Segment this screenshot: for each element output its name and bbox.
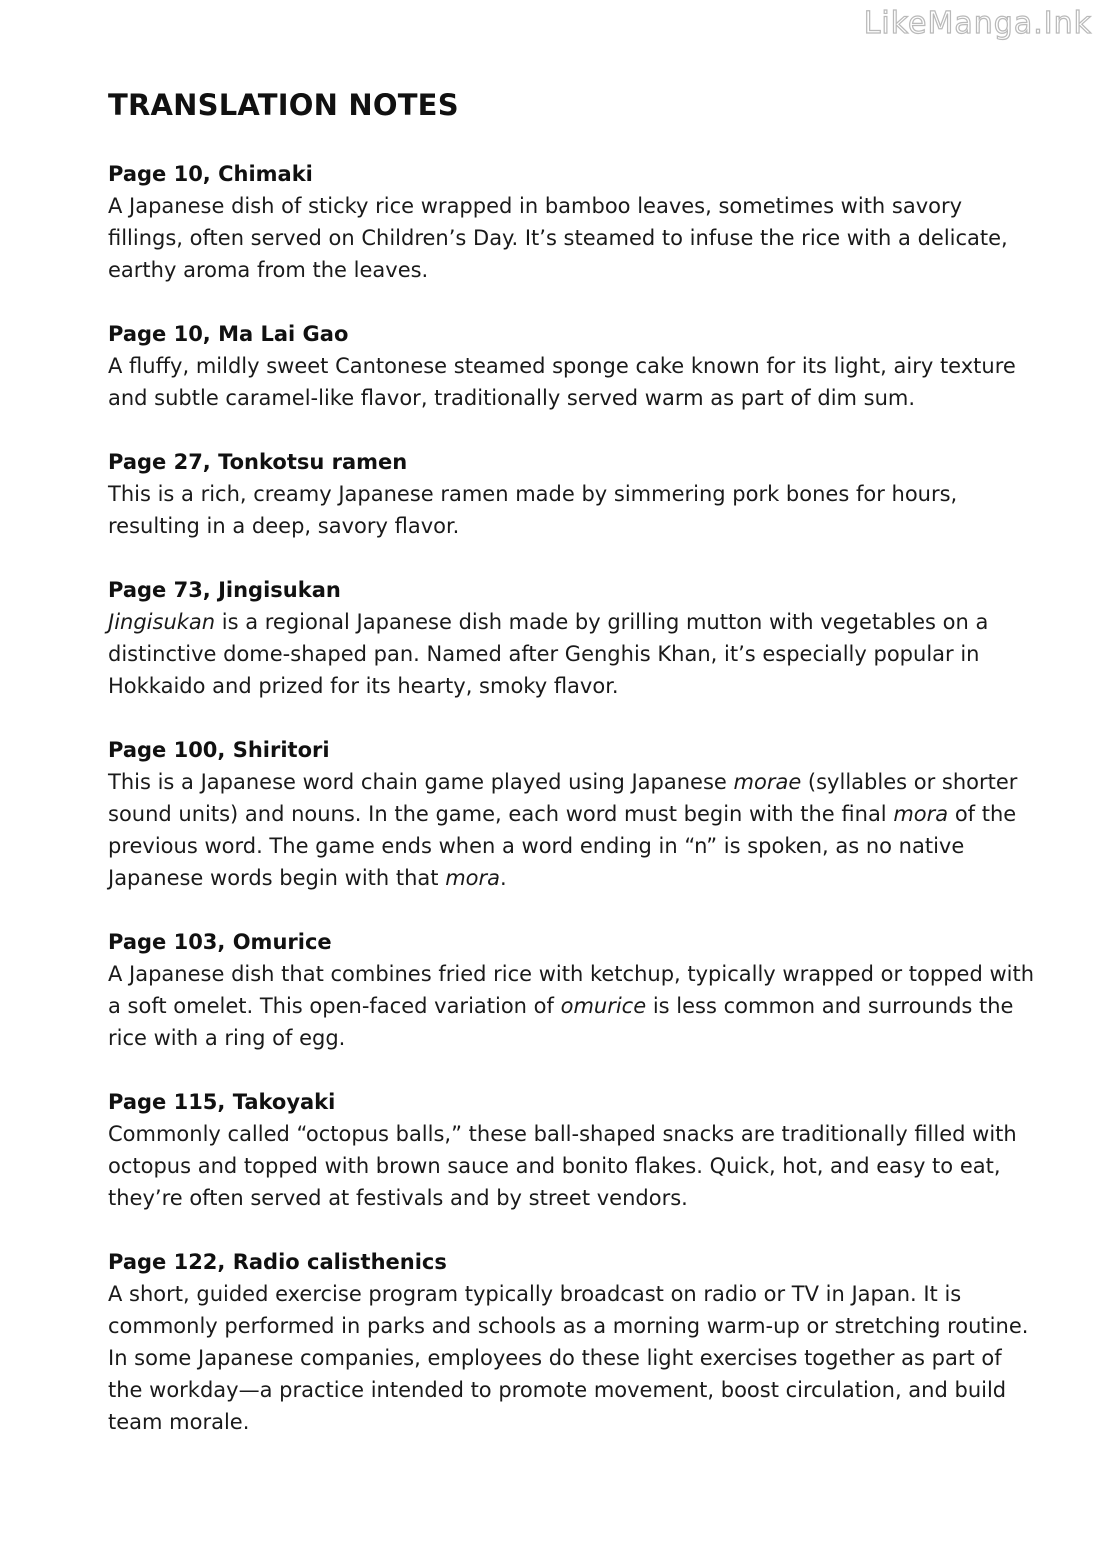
note-entry <box>108 158 1038 286</box>
note-heading: Page 100, Shiritori <box>108 738 330 762</box>
note-text: A Japanese dish that combines fried rice with ketchup, typically wrapped or topped with a soft omelet. This open-faced variation of <box>108 962 1035 1018</box>
note-heading: Page 122, Radio calisthenics <box>108 1250 447 1274</box>
note-body <box>108 766 1038 894</box>
note-entry <box>108 1086 1038 1214</box>
note-body <box>108 606 1038 702</box>
note-text: . <box>500 866 507 890</box>
note-body <box>108 190 1038 286</box>
site-watermark: LikeManga.Ink <box>863 6 1092 41</box>
note-heading: Page 27, Tonkotsu ramen <box>108 450 408 474</box>
note-entry <box>108 574 1038 702</box>
note-text: is less common and surrounds the rice with a ring of egg. <box>108 994 1014 1050</box>
note-body <box>108 1278 1038 1438</box>
note-italic-term: mora <box>445 866 501 890</box>
note-entry <box>108 1246 1038 1438</box>
note-heading: Page 10, Chimaki <box>108 162 313 186</box>
note-body <box>108 958 1038 1054</box>
note-text: A fluffy, mildly sweet Cantonese steamed sponge cake known for its light, airy texture and subtle caramel-like flavor, traditionally served warm as part of dim sum. <box>108 354 1016 410</box>
note-heading: Page 10, Ma Lai Gao <box>108 322 349 346</box>
note-body <box>108 350 1038 414</box>
note-heading: Page 103, Omurice <box>108 930 332 954</box>
note-body <box>108 478 1038 542</box>
note-text: This is a rich, creamy Japanese ramen made by simmering pork bones for hours, resulting in a deep, savory flavor. <box>108 482 958 538</box>
note-italic-term: morae <box>733 770 802 794</box>
note-italic-term: omurice <box>560 994 647 1018</box>
note-text: A Japanese dish of sticky rice wrapped in bamboo leaves, sometimes with savory fillings, often served on Children’s Day. It’s steamed to infuse the rice with a delicate, earthy aroma from the leaves. <box>108 194 1008 282</box>
note-text: of the previous word. The game ends when a word ending in “n” is spoken, as no native Japanese words begin with that <box>108 802 1017 890</box>
note-text: This is a Japanese word chain game played using Japanese <box>108 770 734 794</box>
note-body <box>108 1118 1038 1214</box>
note-heading: Page 73, Jingisukan <box>108 578 341 602</box>
note-entry <box>108 926 1038 1054</box>
note-heading: Page 115, Takoyaki <box>108 1090 336 1114</box>
note-text: (syllables or shorter sound units) and nouns. In the game, each word must begin with the final <box>108 770 1018 826</box>
note-text: Commonly called “octopus balls,” these ball-shaped snacks are traditionally filled with octopus and topped with brown sauce and bonito flakes. Quick, hot, and easy to eat, they’re often served at festivals and by street vendors. <box>108 1122 1017 1210</box>
note-entry <box>108 318 1038 414</box>
page-title: TRANSLATION NOTES <box>108 88 459 122</box>
note-entry <box>108 734 1038 894</box>
note-italic-term: mora <box>893 802 949 826</box>
note-text: A short, guided exercise program typically broadcast on radio or TV in Japan. It is commonly performed in parks and schools as a morning warm-up or stretching routine. In some Japanese companies, employees do these light exercises together as part of the workday—a practice intended to promote movement, boost circulation, and build team morale. <box>108 1282 1029 1434</box>
note-entry <box>108 446 1038 542</box>
notes-list <box>108 158 1038 1438</box>
note-text: is a regional Japanese dish made by grilling mutton with vegetables on a distinctive dome-shaped pan. Named after Genghis Khan, it’s especially popular in Hokkaido and prized for its hearty, smoky flavor. <box>108 610 989 698</box>
translation-notes-page <box>108 88 1038 1470</box>
note-italic-term: Jingisukan <box>108 610 216 634</box>
